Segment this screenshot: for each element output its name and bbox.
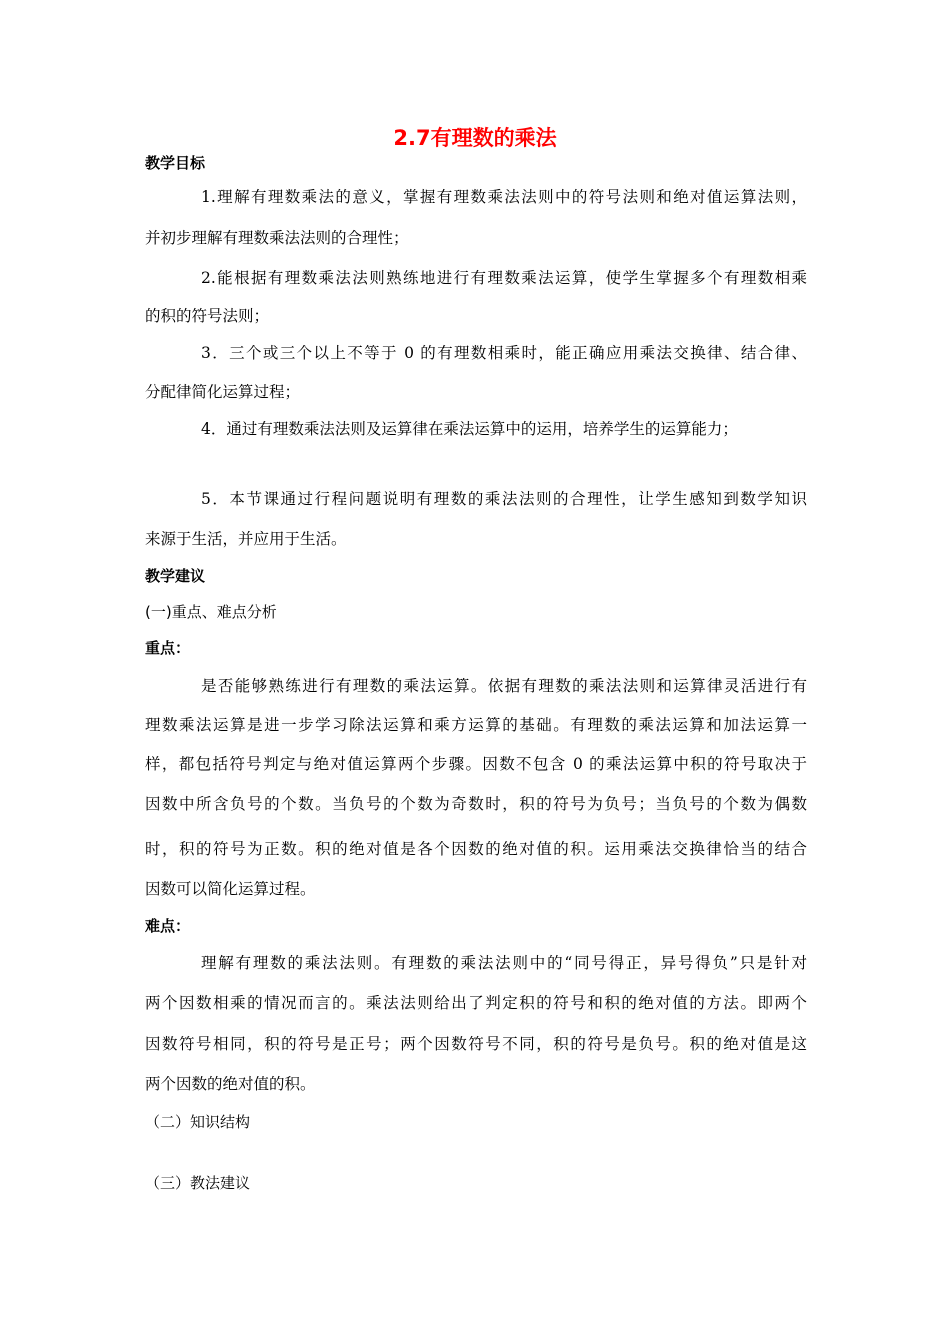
difficult-point-line-1: 理解有理数的乘法法则。有理数的乘法法则中的“同号得正，异号得负”只是针对 (201, 954, 807, 972)
document-title: 2.7有理数的乘法 (393, 126, 557, 150)
objective-3-line-2: 分配律简化运算过程； (145, 383, 301, 401)
objective-5-line-1: 5．本节课通过行程问题说明有理数的乘法法则的合理性，让学生感知到数学知识 (201, 490, 807, 508)
difficult-points-heading: 难点： (145, 917, 191, 935)
key-point-line-4: 因数中所含负号的个数。当负号的个数为奇数时，积的符号为负号；当负号的个数为偶数 (145, 795, 807, 813)
difficult-point-line-4: 两个因数的绝对值的积。 (145, 1075, 316, 1093)
key-point-line-3: 样，都包括符号判定与绝对值运算两个步骤。因数不包含 0 的乘法运算中积的符号取决于 (145, 755, 807, 773)
key-points-heading: 重点： (145, 639, 191, 657)
subsection-teaching-suggestions: （三）教法建议 (145, 1174, 251, 1192)
difficult-point-line-2: 两个因数相乘的情况而言的。乘法法则给出了判定积的符号和积的绝对值的方法。即两个 (145, 994, 807, 1012)
key-point-line-1: 是否能够熟练进行有理数的乘法运算。依据有理数的乘法法则和运算律灵活进行有 (201, 677, 807, 695)
objective-2-line-2: 的积的符号法则； (145, 307, 270, 325)
key-point-line-6: 因数可以简化运算过程。 (145, 880, 316, 898)
objective-5-line-2: 来源于生活，并应用于生活。 (145, 530, 347, 548)
key-point-line-5: 时，积的符号为正数。积的绝对值是各个因数的绝对值的积。运用乘法交换律恰当的结合 (145, 840, 807, 858)
subsection-knowledge-structure: （二）知识结构 (145, 1113, 251, 1131)
objective-4-line-1: 4．通过有理数乘法法则及运算律在乘法运算中的运用，培养学生的运算能力； (201, 420, 738, 438)
objectives-heading: 教学目标 (145, 154, 206, 172)
subsection-key-difficult: (一)重点、难点分析 (145, 603, 277, 621)
objective-1-line-2: 并初步理解有理数乘法法则的合理性； (145, 229, 409, 247)
objective-2-line-1: 2.能根据有理数乘法法则熟练地进行有理数乘法运算，使学生掌握多个有理数相乘 (201, 269, 807, 287)
difficult-point-line-3: 因数符号相同，积的符号是正号；两个因数符号不同，积的符号是负号。积的绝对值是这 (145, 1035, 807, 1053)
key-point-line-2: 理数乘法运算是进一步学习除法运算和乘方运算的基础。有理数的乘法运算和加法运算一 (145, 716, 807, 734)
objective-3-line-1: 3．三个或三个以上不等于 0 的有理数相乘时，能正确应用乘法交换律、结合律、 (201, 344, 807, 362)
suggestions-heading: 教学建议 (145, 567, 206, 585)
objective-1-line-1: 1.理解有理数乘法的意义，掌握有理数乘法法则中的符号法则和绝对值运算法则， (201, 188, 807, 206)
